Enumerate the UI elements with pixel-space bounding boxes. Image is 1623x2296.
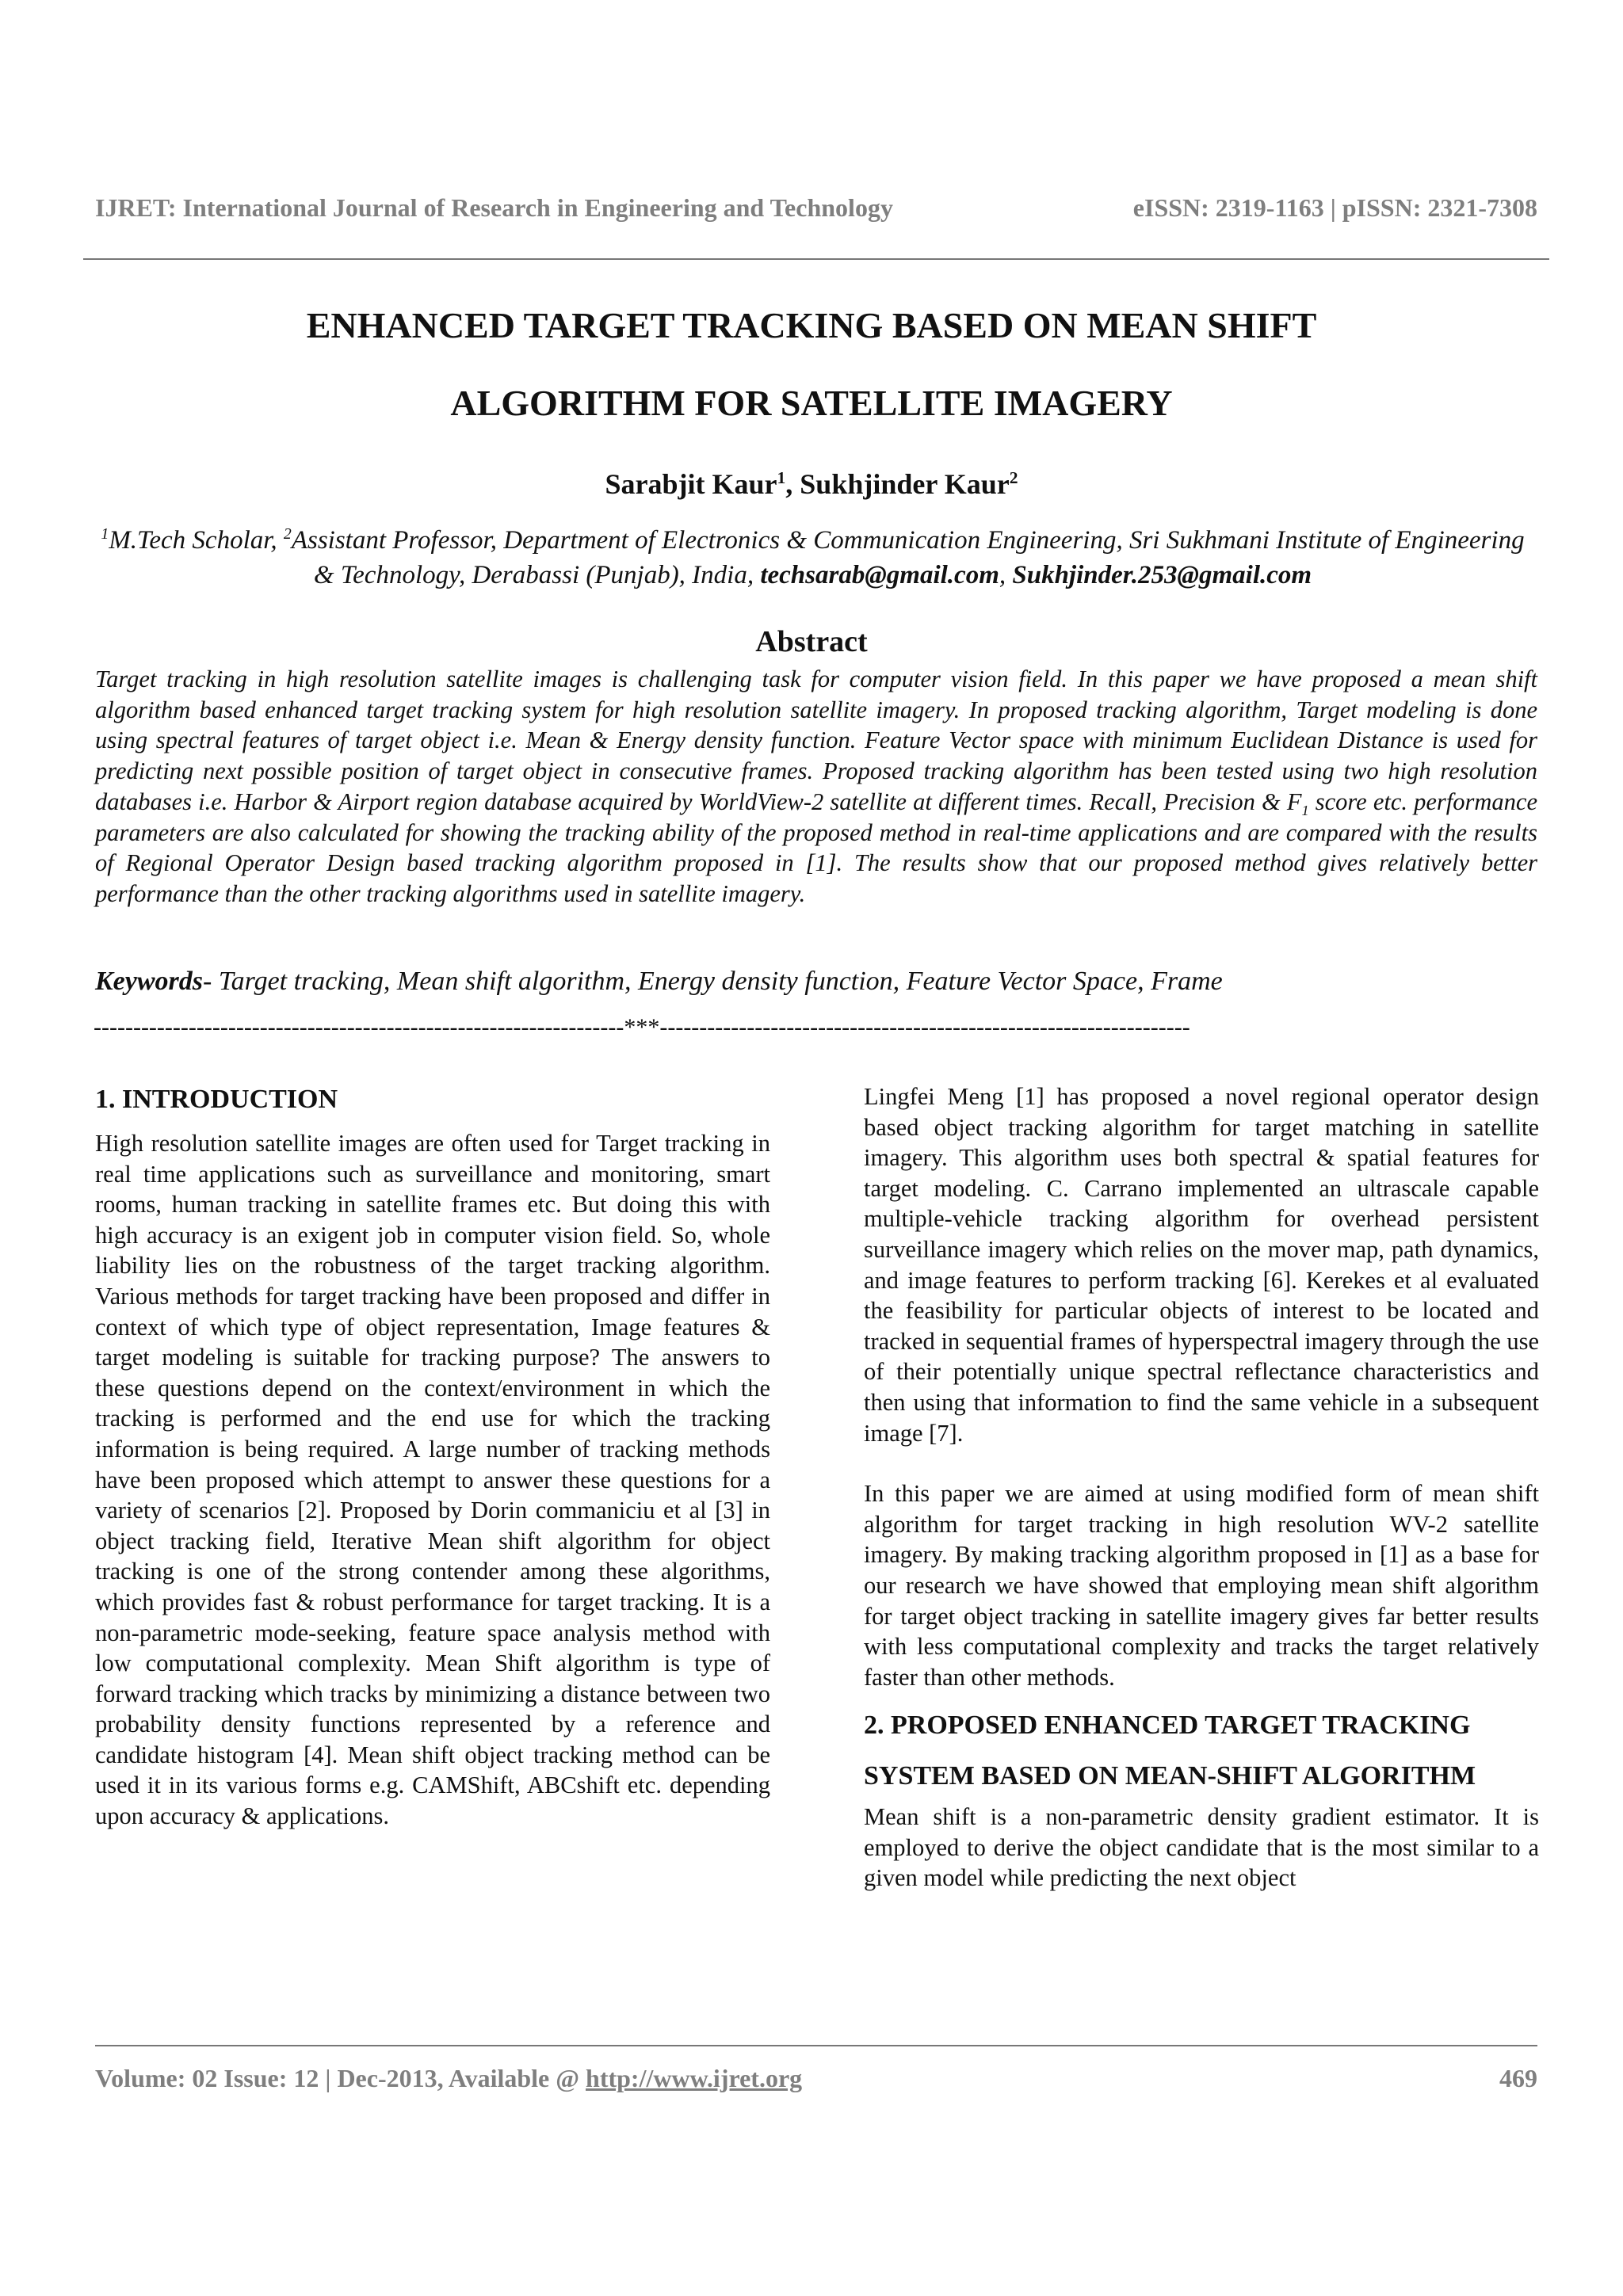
abstract-body <box>95 664 1537 910</box>
left-column <box>95 1084 770 1832</box>
affiliation <box>94 523 1532 593</box>
author-1: Sarabjit Kaur <box>605 468 777 500</box>
keywords-label: Keywords <box>95 967 203 996</box>
abstract-text-b: score etc. performance parameters are also calculated for showing the tracking ability of the proposed method in real-time applications and are compared with the results of Regional Operator Design based tracking algorithm proposed in [1]. The results show that our proposed method gives relatively better performance than the other tracking algorithms used in satellite imagery. <box>95 788 1537 907</box>
affil-comma: , <box>999 561 1013 589</box>
section-divider: -------------------------------------------------------------------***------------------------------------------------------------------- <box>94 1014 1190 1040</box>
header-rule <box>83 258 1549 260</box>
author-1-sup: 1 <box>777 468 786 487</box>
section-2-heading-line-2: SYSTEM BASED ON MEAN-SHIFT ALGORITHM <box>864 1761 1476 1791</box>
right-column <box>864 1081 1539 1894</box>
intro-paragraph-1: High resolution satellite images are often used for Target tracking in real time applications such as surveillance and monitoring, smart rooms, human tracking in satellite frames etc. But doing this with high accuracy is an exigent job in computer vision field. So, whole liability lies on the robustness of the target tracking algorithm. Various methods for target tracking have been proposed and differ in context of which type of object representation, Image features & target modeling is suitable for tracking purpose? The answers to these questions depend on the context/environment in which the tracking is performed and the end use for which the tracking information is being required. A large number of tracking methods have been proposed which attempt to answer these questions for a variety of scenarios [2]. Proposed by Dorin commaniciu et al [3] in object tracking field, Iterative Mean shift algorithm for object tracking is one of the strong contender among these algorithms, which provides fast & robust performance for target tracking. It is a non-parametric mode-seeking, feature space analysis method with low computational complexity. Mean Shift algorithm is type of forward tracking which tracks by minimizing a distance between two probability density functions represented by a reference and candidate histogram [4]. Mean shift object tracking method can be used it in its various forms e.g. CAMShift, ABCshift etc. depending upon accuracy & applications. <box>95 1130 770 1830</box>
intro-paragraph-3: In this paper we are aimed at using modified form of mean shift algorithm for target tracking in high resolution WV-2 satellite imagery. By making tracking algorithm proposed in [1] as a base for our research we have showed that employing mean shift algorithm for target object tracking in satellite imagery gives far better results with less computational complexity and tracks the target relatively faster than other methods. <box>864 1480 1539 1691</box>
issn-info: eISSN: 2319-1163 | pISSN: 2321-7308 <box>1132 193 1537 222</box>
author-2-sup: 2 <box>1009 468 1018 487</box>
keywords <box>95 967 1537 997</box>
affil-role-1: M.Tech Scholar, <box>109 526 284 555</box>
email-1: techsarab@gmail.com <box>760 561 999 589</box>
abstract-text-a: Target tracking in high resolution satellite images is challenging task for computer vision field. In this paper we have proposed a mean shift algorithm based enhanced target tracking system for high resolution satellite imagery. In proposed tracking algorithm, Target modeling is done using spectral features of target object i.e. Mean & Energy density function. Feature Vector space with minimum Euclidean Distance is used for predicting next possible position of target object in consecutive frames. Proposed tracking algorithm has been tested using two high resolution databases i.e. Harbor & Airport region database acquired by WorldView-2 satellite at different times. Recall, Precision & F <box>95 666 1537 815</box>
email-2: Sukhjinder.253@gmail.com <box>1012 561 1312 589</box>
affil-text: Assistant Professor, Department of Electronics & Communication Engineering, Sri Sukhmani Institute of Engineering & Technology, Derabassi (Punjab), India, <box>291 526 1525 589</box>
section-2-heading <box>864 1700 1539 1802</box>
intro-paragraph-2: Lingfei Meng [1] has proposed a novel regional operator design based object tracking algorithm for target matching in satellite imagery. This algorithm uses both spectral & spatial features for target modeling. C. Carrano implemented an ultrascale capable multiple-vehicle tracking algorithm for overhead persistent surveillance imagery which relies on the mover map, path dynamics, and image features to perform tracking [6]. Kerekes et al evaluated the feasibility for particular objects of interest to be located and tracked in sequential frames of hyperspectral imagery through the use of their potentially unique spectral reflectance characteristics and then using that information to find the same vehicle in a subsequent image [7]. <box>864 1083 1539 1447</box>
footer-rule <box>95 2045 1537 2046</box>
abstract-heading: Abstract <box>755 625 868 658</box>
title-line-2: ALGORITHM FOR SATELLITE IMAGERY <box>450 383 1173 423</box>
section-2-heading-line-1: 2. PROPOSED ENHANCED TARGET TRACKING <box>864 1711 1471 1741</box>
page-number: 469 <box>1499 2064 1537 2092</box>
author-2: Sukhjinder Kaur <box>800 468 1010 500</box>
footer-volume-text: Volume: 02 Issue: 12 | Dec-2013, Available @ <box>95 2064 586 2092</box>
running-header <box>95 193 1537 223</box>
author-list <box>0 467 1623 501</box>
keywords-text: - Target tracking, Mean shift algorithm, Energy density function, Feature Vector Space, Frame <box>203 967 1223 996</box>
paper-title <box>127 287 1496 442</box>
abstract-subscript: 1 <box>1301 802 1309 818</box>
footer-volume <box>95 2064 802 2093</box>
author-separator: , <box>785 468 800 500</box>
title-line-1: ENHANCED TARGET TRACKING BASED ON MEAN SHIFT <box>306 305 1317 345</box>
affil-sup-2: 2 <box>283 525 292 543</box>
section-1-heading: 1. INTRODUCTION <box>95 1085 338 1114</box>
journal-url-link[interactable]: http://www.ijret.org <box>586 2064 803 2092</box>
journal-name: IJRET: International Journal of Research in Engineering and Technology <box>95 193 893 222</box>
page-footer <box>95 2064 1537 2093</box>
section-2-paragraph-1: Mean shift is a non-parametric density gradient estimator. It is employed to derive the object candidate that is the most similar to a given model while predicting the next object <box>864 1803 1539 1892</box>
affil-sup-1: 1 <box>101 525 109 543</box>
